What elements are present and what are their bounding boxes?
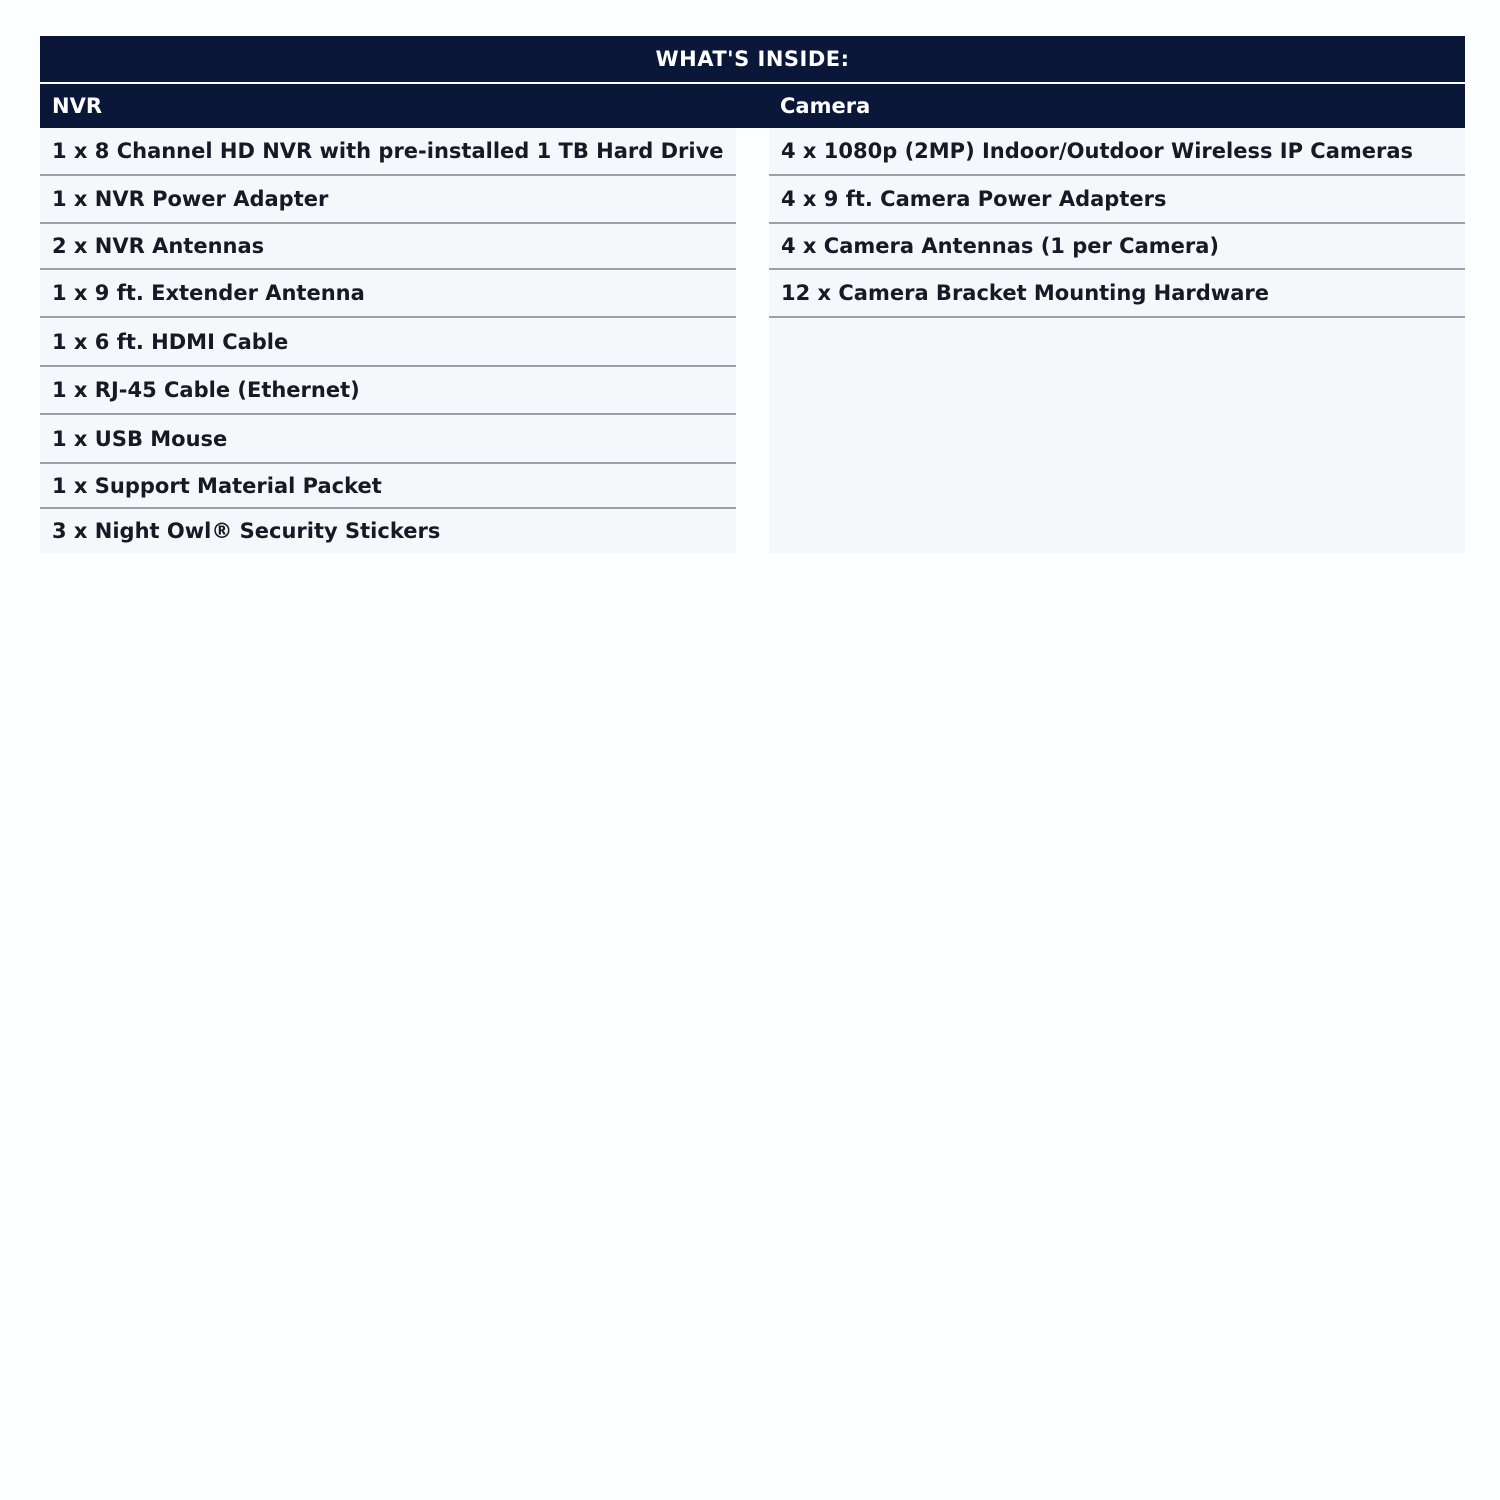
list-item: 1 x RJ-45 Cable (Ethernet) (40, 367, 736, 415)
list-item: 2 x NVR Antennas (40, 224, 736, 270)
list-item: 3 x Night Owl® Security Stickers (52, 519, 441, 543)
list-item: 1 x Support Material Packet (40, 464, 736, 509)
column-header-row (40, 84, 1465, 128)
list-item: 4 x 9 ft. Camera Power Adapters (769, 176, 1465, 224)
list-item: 1 x 8 Channel HD NVR with pre-installed 1 TB Hard Drive (40, 128, 736, 176)
list-item: 4 x Camera Antennas (1 per Camera) (769, 224, 1465, 270)
nvr-item-list (40, 128, 736, 553)
nvr-column-header: NVR (52, 94, 102, 118)
table-title: WHAT'S INSIDE: (40, 36, 1465, 84)
item-columns (40, 128, 1465, 553)
list-item: 1 x 6 ft. HDMI Cable (40, 318, 736, 367)
camera-item-list (769, 128, 1465, 553)
list-item: 1 x 9 ft. Extender Antenna (40, 270, 736, 318)
list-item: 4 x 1080p (2MP) Indoor/Outdoor Wireless IP Cameras (769, 128, 1465, 176)
whats-inside-table (40, 36, 1465, 553)
list-item: 1 x USB Mouse (40, 415, 736, 464)
camera-column-header: Camera (780, 94, 871, 118)
list-item: 12 x Camera Bracket Mounting Hardware (769, 270, 1465, 318)
list-item: 1 x NVR Power Adapter (40, 176, 736, 224)
